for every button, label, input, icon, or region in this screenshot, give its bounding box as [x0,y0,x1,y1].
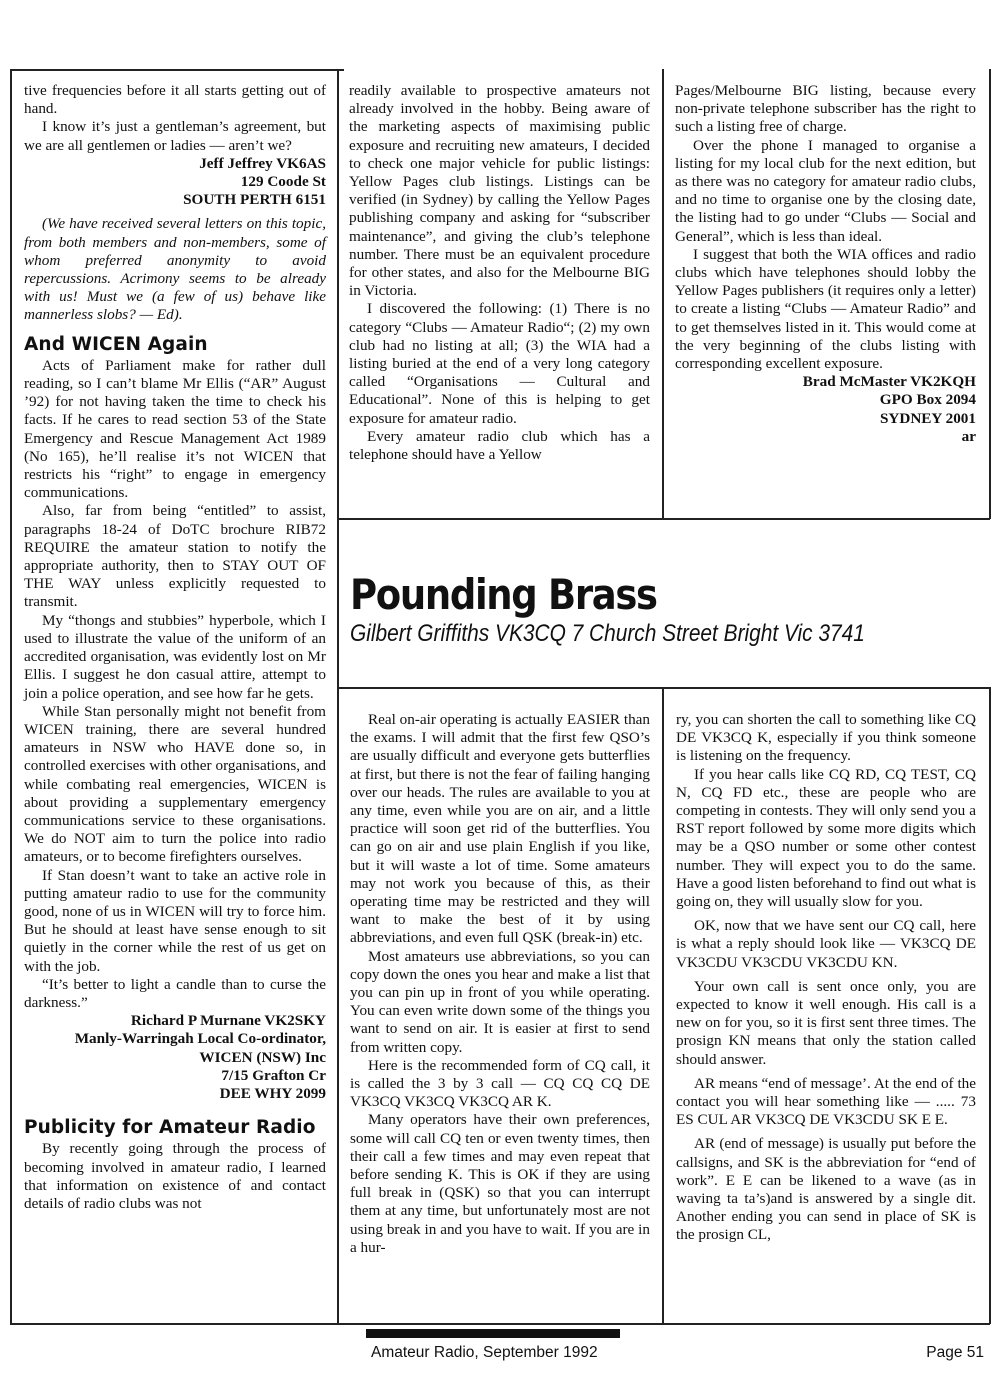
article-paragraph: Your own call is sent once only, you are expected to know it well enough. His call is a new on for you, so it is first sent three times. The prosign KN means that only the station called should answer. [676,977,976,1068]
wicen-paragraph: Acts of Parliament make for rather dull reading, so I can’t blame Mr Ellis (“AR” August ’92) for not having taken the time to check his facts. If he cares to read section 53 of the State Emergency and Rescue Management Act 1989 (No 165), he’ll realise it’s not WICEN that restricts his “right” to engage in emergency communications. [24,356,326,502]
signature-title: Manly-Warringah Local Co-ordinator, [74,1030,326,1048]
article-title: Pounding Brass [350,570,657,619]
heading-wicen: And WICEN Again [24,333,208,355]
column-rule-2 [662,69,664,519]
footer-magazine: Amateur Radio, September 1992 [371,1344,598,1361]
bottom-rule [10,1323,990,1325]
article-paragraph: If you hear calls like CQ RD, CQ TEST, CQ N, CQ FD etc., these are people who are competing in contests. They will only send you a RST report followed by some more digits which may be a QSO number or some other contest number. They will expect you to do the same. Have a good listen beforehand to find out what is going on, they will usually slow for you. [676,765,976,911]
signature-city: SOUTH PERTH 6151 [183,191,326,209]
wicen-paragraph: While Stan personally might not benefit from WICEN training, there are several hundred amateurs in NSW who HAVE done so, in controlled exercises with other organisations, and while combating real emergencies, WICEN is about providing a supplementary emergency communications service to these organisations. We do NOT aim to turn the police into radio amateurs, or to become firefighters ourselves. [24,702,326,866]
left-border-rule [10,69,12,1324]
signature-address: 7/15 Grafton Cr [221,1066,326,1084]
letter-continuation: tive frequencies before it all starts getting out of hand. [24,82,326,118]
signature-city: DEE WHY 2099 [219,1084,326,1102]
top-rule [10,69,344,71]
column-2 [349,82,650,464]
publicity-paragraph: By recently going through the process of becoming involved in amateur radio, I learned that information on existence of and contact details of radio clubs was not [24,1140,326,1212]
column-rule-1 [337,69,339,1324]
footer-page-number: Page 51 [926,1344,984,1361]
article-paragraph: Most amateurs use abbreviations, so you can copy down the ones you hear and make a list that you can pin up in front of you while operating. You can even write down some of the things you want to send on air. It is easier at first to send from written copy. [350,947,650,1056]
signature-name: Brad McMaster VK2KQH [802,373,976,391]
article-paragraph: OK, now that we have sent our CQ call, here is what a reply should look like — VK3CQ DE VK3CDU VK3CDU VK3CDU KN. [676,917,976,971]
letter-paragraph: Pages/Melbourne BIG listing, because every non-private telephone subscriber has the right to such a listing free of charge. [675,82,976,136]
article-byline: Gilbert Griffiths VK3CQ 7 Church Street Bright Vic 3741 [350,620,865,647]
column-3 [675,82,976,446]
article-paragraph: AR means “end of message’. At the end of the contact you will hear something like — ..... 73 ES CUL AR VK3CQ DE VK3CDU SK E E. [676,1074,976,1129]
article-paragraph: Real on-air operating is actually EASIER than the exams. I will admit that the first few QSO’s are usually difficult and everyone gets butterflies at first, but there is not the fear of failing hanging over our heads. The rules are available to you at any time, even while you are on air, and a little practice will soon get rid of the butterflies. You can go on air and use plain English if you like, but it will waste a lot of time. Some amateurs may not work you because of this, as their operating time may be restricted and they will want to make the best of it by using abbreviations, and even full QSK (break-in) etc. [350,711,650,947]
article-paragraph: ry, you can shorten the call to something like CQ DE VK3CQ K, especially if you think someone is listening on the frequency. [676,711,976,765]
letter-paragraph: I suggest that both the WIA offices and radio clubs which have telephones should lobby the Yellow Pages publishers (it requires only a letter) to create a listing “Clubs — Amateur Radio” and to get themselves listed in it. This would come at the very beginning of the clubs listing with corresponding excellent exposure. [675,245,976,373]
wicen-paragraph: Also, far from being “entitled” to assist, paragraphs 18-24 of DoTC brochure RIB72 REQUIRE the amateur station to notify the appropriate authority, then to STAY OUT OF THE WAY unless explicitly requested to transmit. [24,502,326,611]
column-rule-3 [662,687,664,1324]
wicen-quote: “It’s better to light a candle than to curse the darkness.” [24,975,326,1011]
letter-paragraph: I know it’s just a gentleman’s agreement, but we are all gentlemen or ladies — aren’t we? [24,118,326,154]
wicen-paragraph: My “thongs and stubbies” hyperbole, which I used to illustrate the value of the uniform of an accredited organisation, was evidently lost on Mr Ellis. I suggest he don casual attire, attempt to join a police operation, and see how far he gets. [24,611,326,702]
signature-address: 129 Coode St [240,173,326,191]
end-mark: ar [961,427,976,445]
column-1 [24,82,326,1213]
wicen-paragraph: If Stan doesn’t want to take an active role in putting amateur radio to use for the community good, none of us in WICEN will try to force him. But he should at least have sense enough to sit quietly in the corner while the rest of us get on with the job. [24,866,326,975]
letter-paragraph: Over the phone I managed to organise a listing for my local club for the next edition, but as there was no category for amateur radio clubs, and no time to organise one by the closing date, the listing had to go under “Clubs — Social and General”, which is less than ideal. [675,136,976,245]
footer-bar [366,1329,620,1338]
letters-end-rule [337,518,990,520]
column-4 [350,711,650,1257]
signature-org: WICEN (NSW) Inc [199,1048,326,1066]
signature-address: GPO Box 2094 [879,391,976,409]
heading-publicity: Publicity for Amateur Radio [24,1117,316,1139]
right-border-rule-lower [989,687,991,1324]
letter-paragraph: I discovered the following: (1) There is no category “Clubs — Amateur Radio“; (2) my own club had no listing at all; (3) the WIA had a listing buried at the end of a very long category called “Organisations — Cultural and Educational”. None of this is helping to get exposure for amateur radio. [349,300,650,427]
signature-city: SYDNEY 2001 [879,409,976,427]
article-paragraph: Here is the recommended form of CQ call, it is called the 3 by 3 call — CQ CQ CQ DE VK3CQ VK3CQ VK3CQ AR K. [350,1056,650,1111]
letter-paragraph: Every amateur radio club which has a telephone should have a Yellow [349,427,650,464]
article-paragraph: Many operators have their own preferences, some will call CQ ten or even twenty times, then their call a few times and may even repeat that before sending K. This is OK if they are using full break in (QSK) so that you can interrupt them at any time, but unfortunately most are not using break in and you have to wait. If you are in a hur- [350,1111,650,1256]
column-5 [676,711,976,1245]
right-border-rule [989,69,991,519]
article-paragraph: AR (end of message) is usually put before the callsigns, and SK is the abbreviation for “end of work”. E E can be likened to a wave (as in waving ta ta’s)and is answered by a single dit. Another ending you can send in place of SK is the prosign CL, [676,1135,976,1244]
editor-note: (We have received several letters on this topic, from both members and non-members, some of whom preferred anonymity to avoid repercussions. Acrimony seems to be already with us! Must we (a few of us) behave like mannerless slobs? — Ed). [24,215,326,324]
letter-paragraph: readily available to prospective amateurs not already involved in the hobby. Being aware of the marketing aspects of maximising public exposure and recruiting new amateurs, I decided to check one major vehicle for public listings: Yellow Pages club listings. Listings can be verified (in Sydney) by calling the Yellow Pages publishing company and asking for “subscriber maintenance”, and giving the club’s telephone number. There must be an equivalent procedure for other states, and also for the Melbourne BIG in Victoria. [349,82,650,300]
signature-name: Richard P Murnane VK2SKY [130,1012,326,1030]
signature-name: Jeff Jeffrey VK6AS [199,154,326,172]
